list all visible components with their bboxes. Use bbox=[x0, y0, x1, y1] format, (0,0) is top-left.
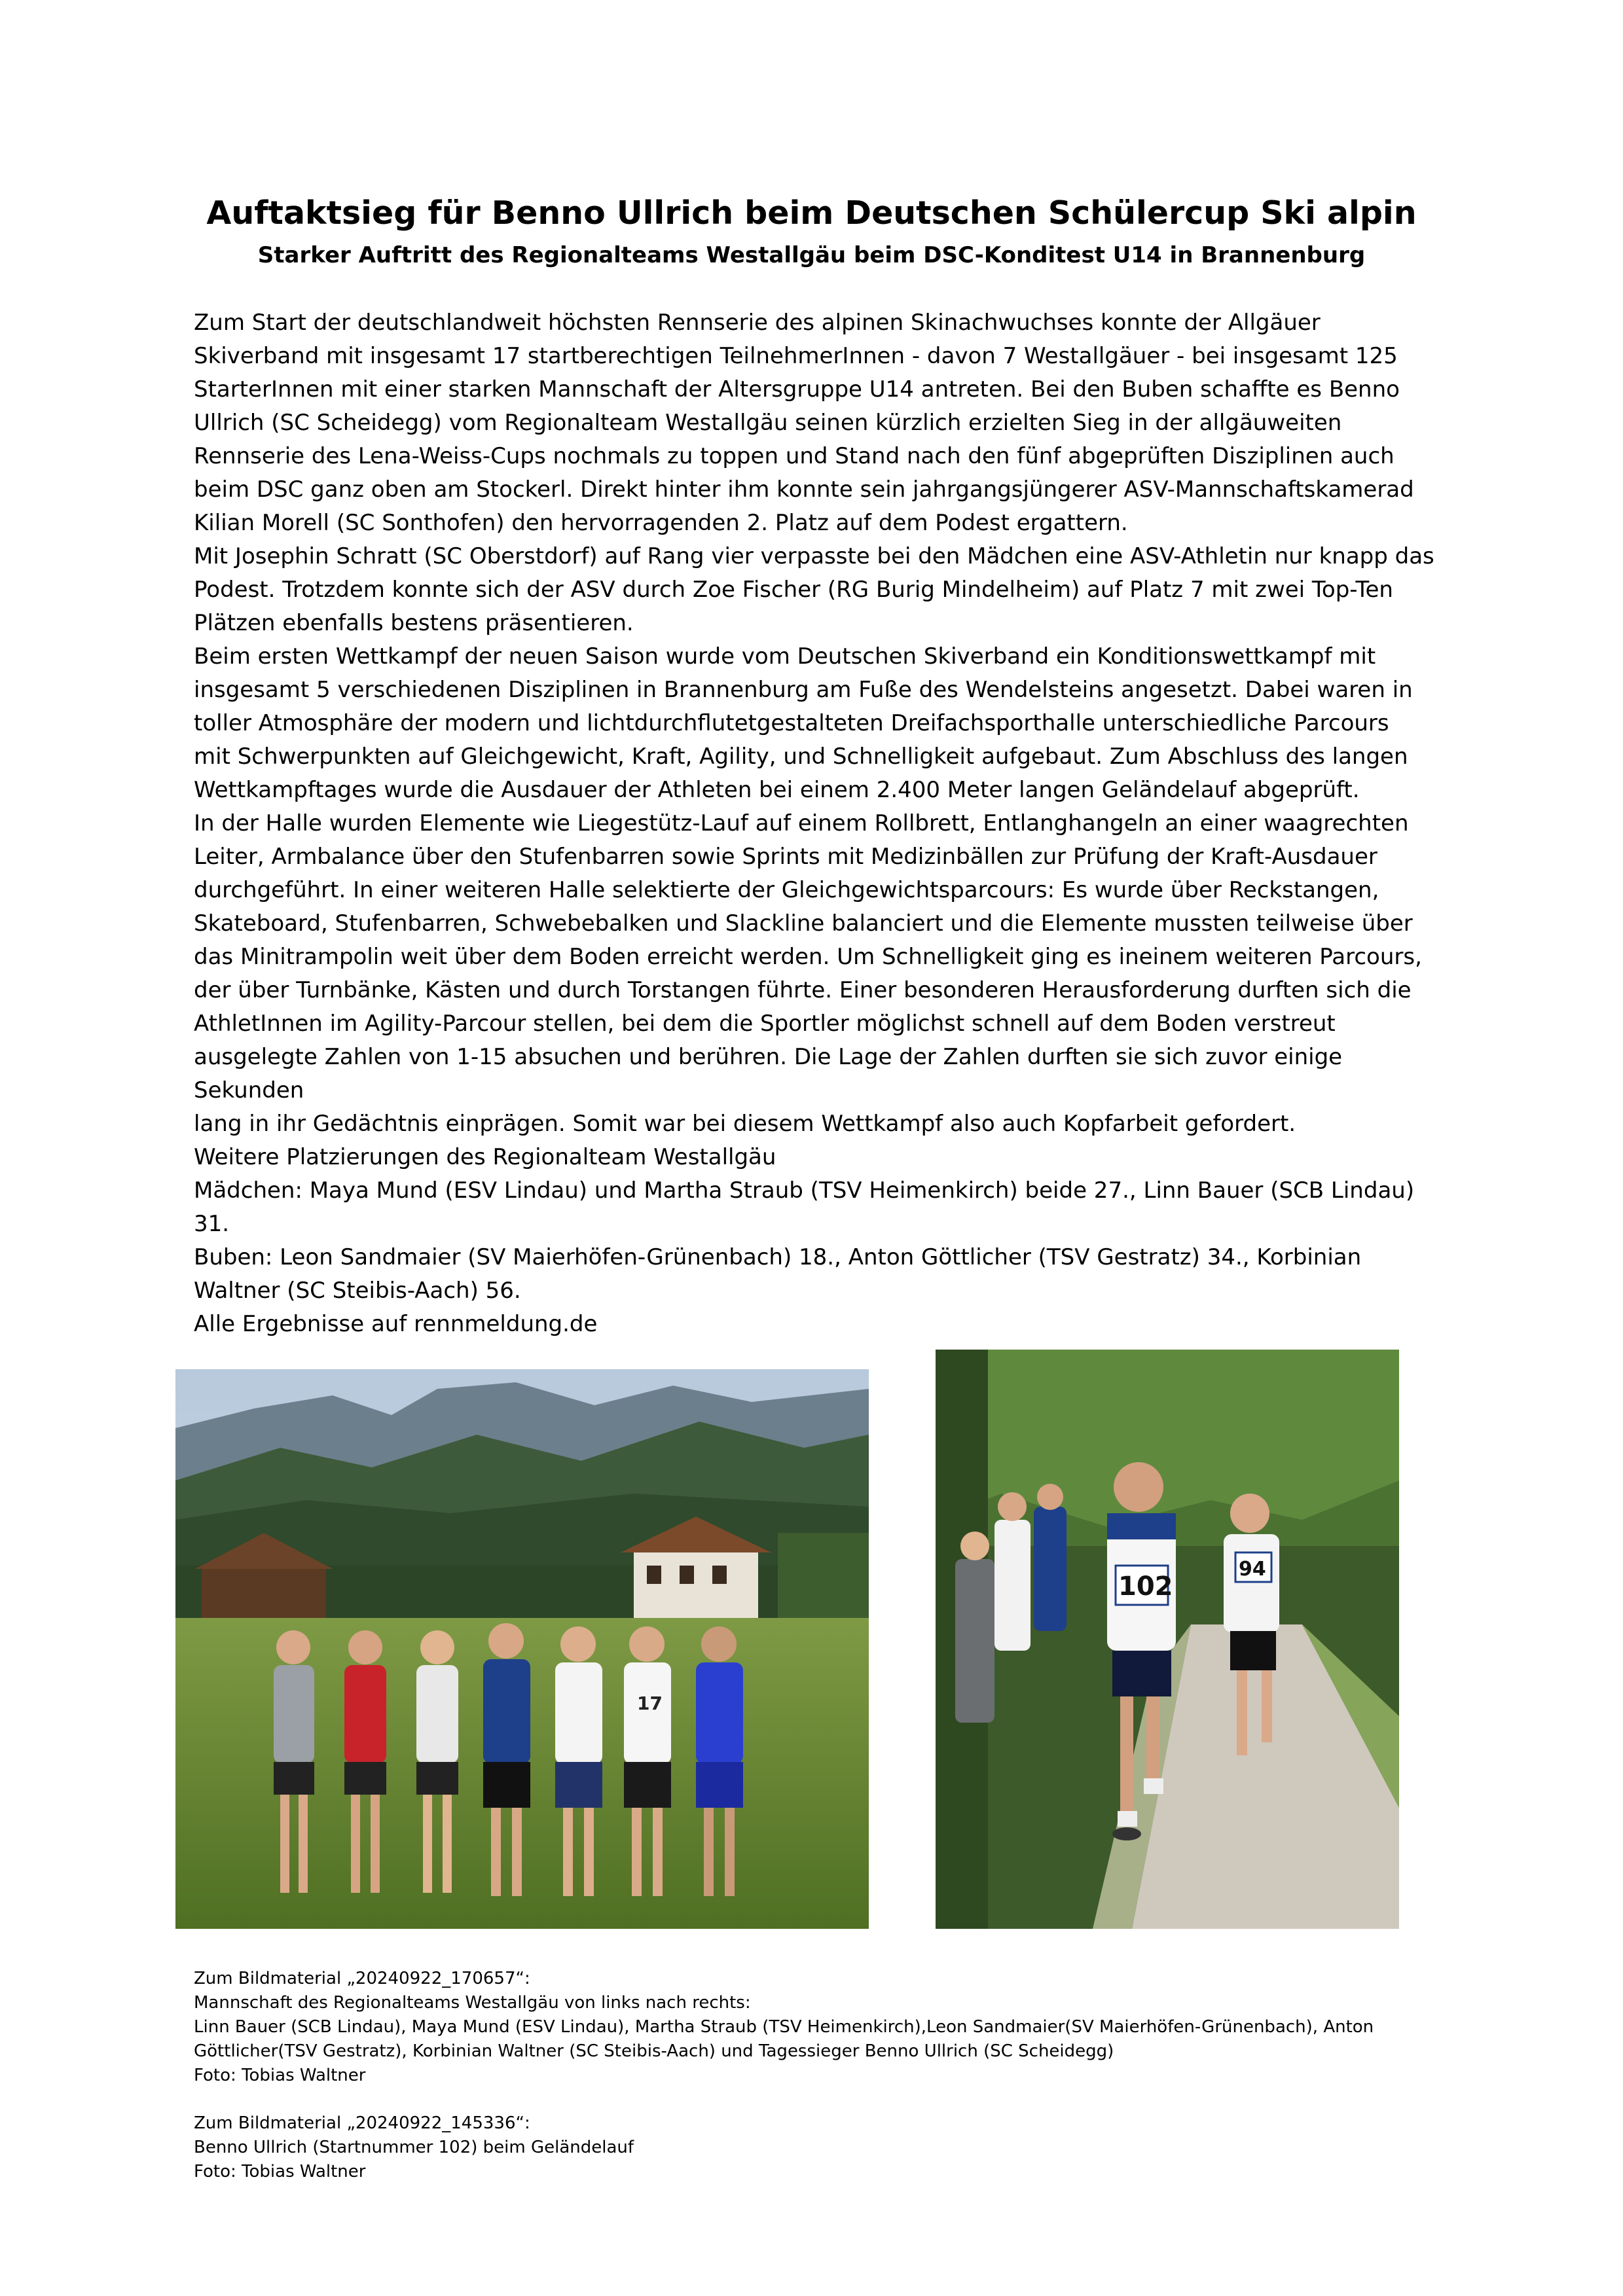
body-line: Ullrich (SC Scheidegg) vom Regionalteam Westallgäu seinen kürzlich erzielten Sieg in der allgäuweiten bbox=[194, 410, 1342, 436]
body-line: lang in ihr Gedächtnis einprägen. Somit war bei diesem Wettkampf also auch Kopfarbeit gefordert. bbox=[194, 1111, 1296, 1137]
body-line: ausgelegte Zahlen von 1-15 absuchen und berühren. Die Lage der Zahlen durften sie sich zuvor einige Sekunden bbox=[194, 1044, 1343, 1103]
body-line: Rennserie des Lena-Weiss-Cups nochmals zu toppen und Stand nach den fünf abgeprüften Disziplinen auch bbox=[194, 443, 1395, 469]
body-line: mit Schwerpunkten auf Gleichgewicht, Kraft, Agility, und Schnelligkeit aufgebaut. Zum Abschluss des langen bbox=[194, 744, 1408, 770]
caption-spacer bbox=[194, 2088, 1444, 2111]
caption-line: Zum Bildmaterial „20240922_170657“: bbox=[194, 1969, 530, 1988]
body-line: Kilian Morell (SC Sonthofen) den hervorragenden 2. Platz auf dem Podest ergattern. bbox=[194, 510, 1128, 536]
body-line: Waltner (SC Steibis-Aach) 56. bbox=[194, 1278, 521, 1304]
body-line: Mit Josephin Schratt (SC Oberstdorf) auf Rang vier verpasste bei den Mädchen eine ASV-Athletin nur knapp das bbox=[194, 543, 1434, 569]
body-line: Mädchen: Maya Mund (ESV Lindau) und Martha Straub (TSV Heimenkirch) beide 27., Linn Bauer (SCB Lindau) bbox=[194, 1177, 1415, 1204]
article-body bbox=[194, 306, 1444, 1341]
body-line: Skateboard, Stufenbarren, Schwebebalken und Slackline balanciert und die Elemente mussten teilweise über bbox=[194, 910, 1413, 937]
body-line: Podest. Trotzdem konnte sich der ASV durch Zoe Fischer (RG Burig Mindelheim) auf Platz 7 mit zwei Top-Ten bbox=[194, 577, 1393, 603]
body-line: Weitere Platzierungen des Regionalteam Westallgäu bbox=[194, 1144, 776, 1170]
body-line: In der Halle wurden Elemente wie Liegestütz-Lauf auf einem Rollbrett, Entlanghangeln an einer waagrechten bbox=[194, 810, 1409, 836]
team-photo-illustration bbox=[175, 1369, 869, 1929]
article-subtitle: Starker Auftritt des Regionalteams Westallgäu beim DSC-Konditest U14 in Brannenburg bbox=[257, 242, 1366, 268]
caption-line: Mannschaft des Regionalteams Westallgäu von links nach rechts: bbox=[194, 1993, 751, 2013]
run-photo bbox=[936, 1350, 1399, 1929]
bib-number-winner: 102 bbox=[1118, 1571, 1173, 1602]
body-line: Wettkampftages wurde die Ausdauer der Athleten bei einem 2.400 Meter langen Geländelauf abgeprüft. bbox=[194, 777, 1360, 803]
jersey-number: 17 bbox=[637, 1693, 663, 1714]
body-line: Beim ersten Wettkampf der neuen Saison wurde vom Deutschen Skiverband ein Konditionswettkampf mit bbox=[194, 643, 1376, 670]
body-line: Plätzen ebenfalls bestens präsentieren. bbox=[194, 610, 634, 636]
caption-line: Linn Bauer (SCB Lindau), Maya Mund (ESV Lindau), Martha Straub (TSV Heimenkirch),Leon Sandmaier(SV Maierhöfen-Grünenbach), Anton bbox=[194, 2017, 1374, 2037]
caption-line: Foto: Tobias Waltner bbox=[194, 2066, 366, 2085]
body-line: durchgeführt. In einer weiteren Halle selektierte der Gleichgewichtsparcours: Es wurde über Reckstangen, bbox=[194, 877, 1379, 903]
caption-line: Benno Ullrich (Startnummer 102) beim Geländelauf bbox=[194, 2138, 634, 2157]
body-line: Skiverband mit insgesamt 17 startberechtigen TeilnehmerInnen - davon 7 Westallgäuer - bei insgesamt 125 bbox=[194, 343, 1398, 369]
caption-line: Foto: Tobias Waltner bbox=[194, 2162, 366, 2181]
body-line: Leiter, Armbalance über den Stufenbarren sowie Sprints mit Medizinbällen zur Prüfung der Kraft-Ausdauer bbox=[194, 844, 1377, 870]
bib-number-second: 94 bbox=[1239, 1558, 1266, 1581]
body-line: Buben: Leon Sandmaier (SV Maierhöfen-Grünenbach) 18., Anton Göttlicher (TSV Gestratz) 34., Korbinian bbox=[194, 1244, 1362, 1270]
team-photo bbox=[175, 1369, 869, 1929]
body-line: 31. bbox=[194, 1211, 230, 1237]
body-line: beim DSC ganz oben am Stockerl. Direkt hinter ihm konnte sein jahrgangsjüngerer ASV-Mannschaftskamerad bbox=[194, 476, 1414, 503]
body-line: Zum Start der deutschlandweit höchsten Rennserie des alpinen Skinachwuchses konnte der Allgäuer bbox=[194, 310, 1321, 336]
run-photo-illustration bbox=[936, 1350, 1399, 1929]
body-line: insgesamt 5 verschiedenen Disziplinen in Brannenburg am Fuße des Wendelsteins angesetzt. Dabei waren in bbox=[194, 677, 1413, 703]
body-line: StarterInnen mit einer starken Mannschaft der Altersgruppe U14 antreten. Bei den Buben schaffte es Benno bbox=[194, 376, 1400, 403]
body-line: das Minitrampolin weit über dem Boden erreicht werden. Um Schnelligkeit ging es ineinem weiteren Parcours, bbox=[194, 944, 1422, 970]
body-line: Alle Ergebnisse auf rennmeldung.de bbox=[194, 1311, 598, 1337]
caption-line: Göttlicher(TSV Gestratz), Korbinian Waltner (SC Steibis-Aach) und Tagessieger Benno Ullrich (SC Scheidegg) bbox=[194, 2041, 1114, 2061]
photo-captions bbox=[194, 1967, 1444, 2184]
body-line: der über Turnbänke, Kästen und durch Torstangen führte. Einer besonderen Herausforderung durften sich die bbox=[194, 977, 1412, 1003]
article-title: Auftaktsieg für Benno Ullrich beim Deutschen Schülercup Ski alpin bbox=[206, 194, 1417, 232]
body-line: toller Atmosphäre der modern und lichtdurchflutetgestalteten Dreifachsporthalle unterschiedliche Parcours bbox=[194, 710, 1389, 736]
caption-line: Zum Bildmaterial „20240922_145336“: bbox=[194, 2113, 530, 2133]
body-line: AthletInnen im Agility-Parcour stellen, bei dem die Sportler möglichst schnell auf dem Boden verstreut bbox=[194, 1011, 1336, 1037]
